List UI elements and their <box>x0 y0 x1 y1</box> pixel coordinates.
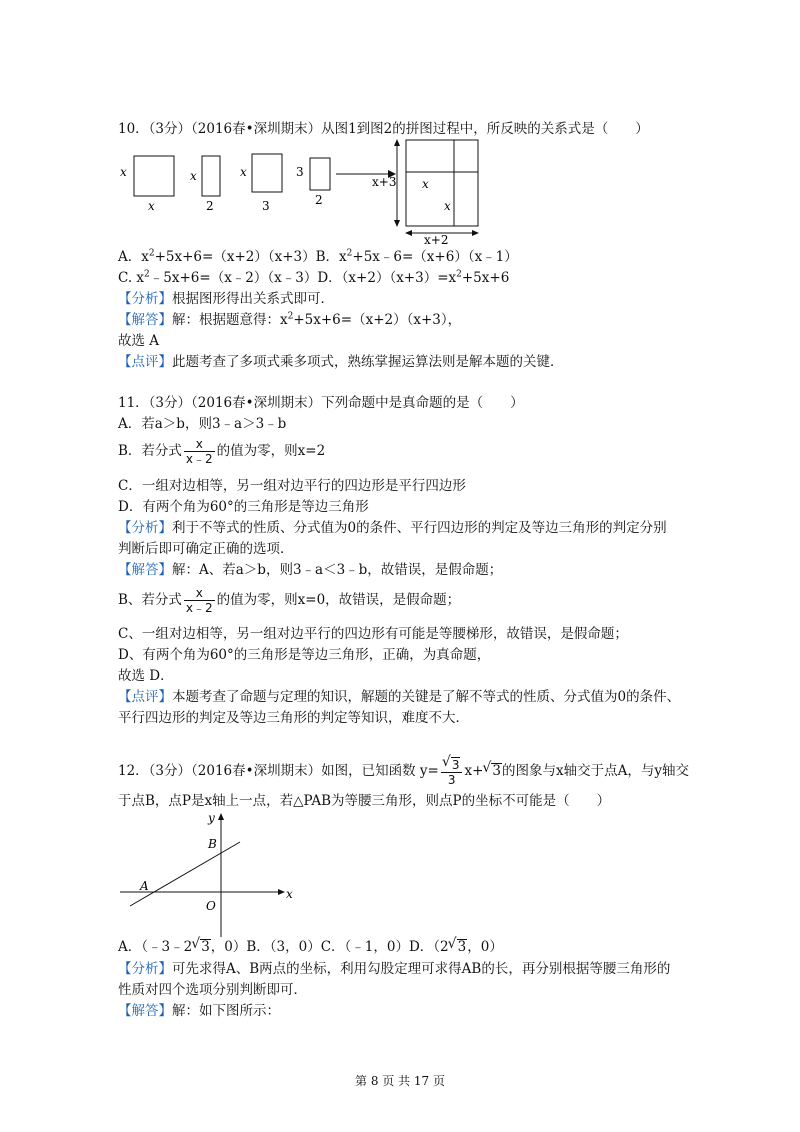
q11-answer-c: C、一组对边相等，另一组对边平行的四边形有可能是等腰梯形，故错误，是假命题； <box>118 626 628 642</box>
x-axis-arrow <box>278 889 285 895</box>
y-label: y <box>208 812 215 825</box>
q10-options-ab: A．$x^2+5x+6=(x+2)(x+3)B$．$x^2+5x﹣6=(x+6)(x﹣1)$ <box>118 248 518 265</box>
label-x-left: x <box>120 165 127 179</box>
sqrt: √ 3 <box>491 763 502 778</box>
page-footer: 第 8 页 共 17 页 <box>355 1074 445 1088</box>
dim-h-right <box>472 230 479 236</box>
q11-comment: 【点评】本题考查了命题与定理的知识，解题的关键是了解不等式的性质、分式值为0的条件、 <box>118 689 681 705</box>
label-3-side: 3 <box>296 165 304 179</box>
q11-opt-a: A．若a＞b，则3﹣a＞3﹣b <box>118 416 287 432</box>
q11-opt-b: B．若分式 $\frac{x}{x﹣2}$ 的值为零，则x=2 <box>118 437 326 466</box>
q11-comment-2: 平行四边形的判定及等边三角形的判定等知识，难度不大． <box>118 710 469 726</box>
label-x2-side: x <box>190 169 197 183</box>
q11-stem: 11．（3分）（2016春•深圳期末）下列命题中是真命题的是（ ） <box>118 395 524 411</box>
label-x-bottom: x <box>148 199 155 213</box>
q12-stem-2: 于点B，点P是x轴上一点，若△PAB为等腰三角形，则点P的坐标不可能是（ ） <box>118 793 611 809</box>
origin-label: O <box>206 899 216 913</box>
fraction: √ $\frac{3}{3}$ <box>441 757 463 787</box>
q11-opt-d: D．有两个角为60°的三角形是等边三角形 <box>118 499 369 515</box>
q11-answer-b: B、若分式 $\frac{x}{x﹣2}$ 的值为零，则x=0，故错误，是假命题； <box>118 586 461 615</box>
q11-analysis: 【分析】利于不等式的性质、分式值为0的条件、平行四边形的判定及等边三角形的判定分别 <box>118 520 667 536</box>
q12-stem: 12．（3分）（2016春•深圳期末）如图，已知函数 y= √ $\frac{3}{3}$ x+√ 3的图象与x轴交于点A，与y轴交 <box>118 754 689 788</box>
label-x-plus-2: x+2 <box>424 233 449 246</box>
label-2b: 2 <box>315 193 323 207</box>
q10-answer: 【解答】解：根据题意得：$x^2+5x+6=(x+2)(x+3)$， <box>118 311 462 328</box>
point-a-label: A <box>140 879 149 893</box>
q12-analysis-2: 性质对四个选项分别判断即可． <box>118 982 307 998</box>
label-inner-x1: x <box>422 177 429 191</box>
dim-v-top <box>394 139 400 146</box>
dim-h-left <box>405 230 412 236</box>
q10-options-cd: C. $x^2﹣5x+6=(x﹣2)(x﹣3)D$．$(x+2)(x+3)=x^2+5x+6$ <box>118 269 510 286</box>
label-2: 2 <box>206 199 214 213</box>
q11-answer-d: D、有两个角为60°的三角形是等边三角形，正确，为真命题， <box>118 647 491 663</box>
q12-analysis: 【分析】可先求得A、B两点的坐标，利用勾股定理可求得AB的长，再分别根据等腰三角形的 <box>118 961 671 977</box>
label-3: 3 <box>262 199 270 213</box>
q11-opt-c: C．一组对边相等，另一组对边平行的四边形是平行四边形 <box>118 478 466 494</box>
big-rect <box>406 140 478 226</box>
q12-graph <box>118 812 298 940</box>
q10-comment: 【点评】此题考查了多项式乘多项式，熟练掌握运算法则是解本题的关键． <box>118 354 564 370</box>
point-b-label: B <box>208 837 217 851</box>
q11-analysis-2: 判断后即可确定正确的选项． <box>118 541 294 557</box>
q10-choose: 故选 A <box>118 333 160 349</box>
y-axis-arrow <box>218 813 224 820</box>
square-x <box>134 156 174 196</box>
dim-v-bottom <box>394 220 400 227</box>
rect-3-2 <box>310 158 330 190</box>
q12-answer: 【解答】解：如下图所示： <box>118 1003 280 1019</box>
rect-x-3 <box>252 154 282 192</box>
x-label: x <box>286 887 293 901</box>
label-x-plus-3: x+3 <box>372 175 397 189</box>
q10-stem: 10．（3分）（2016春•深圳期末）从图1到图2的拼图过程中，所反映的关系式是（ ） <box>118 121 649 137</box>
fraction: $\frac{x}{x﹣2}$ <box>185 437 213 466</box>
function-line <box>130 842 240 906</box>
label-x3-side: x <box>240 165 247 179</box>
fraction: $\frac{x}{x﹣2}$ <box>185 586 213 615</box>
q12-options: A．（﹣3﹣2√ 3，0）B．（3，0）C．（﹣1，0）D．（2√ 3，0） <box>118 937 503 957</box>
q11-choose: 故选 D． <box>118 668 174 684</box>
q10-figure <box>118 136 498 246</box>
rect-x-2 <box>202 156 220 196</box>
q11-answer: 【解答】解：A、若a＞b，则3﹣a＜3﹣b，故错误，是假命题； <box>118 562 503 578</box>
q10-analysis: 【分析】根据图形得出关系式即可． <box>118 291 334 307</box>
label-inner-x2: x <box>444 199 451 213</box>
